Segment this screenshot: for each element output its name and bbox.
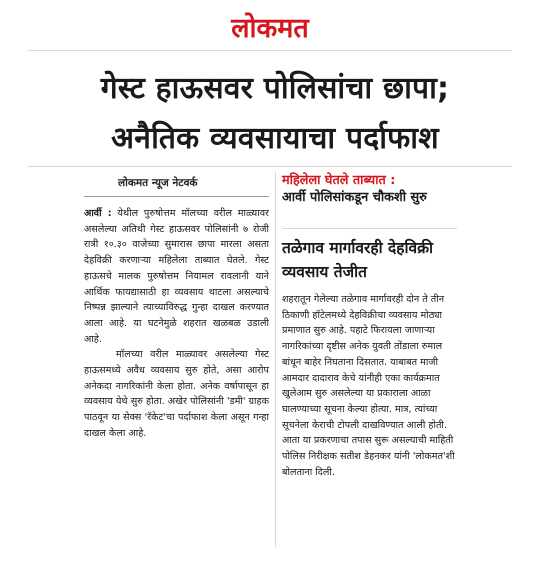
headline-line-2: अनैतिक व्यवसायाचा पर्दाफाश [111,121,439,156]
masthead-logo: लोकमत [231,13,309,44]
sidebar-column [282,292,460,546]
sidebar-rule [282,228,457,229]
story-paragraph-1-text: येथील पुरुषोत्तम मॉलच्या वरील माळ्यावर असलेल्या अतिथी गेस्ट हाऊसवर पोलिसांनी ७ रोजी रात्री १०.३० वाजेच्या सुमारास छापा मारला असता देहविक्री करणाऱ्या महिलेला ताब्यात घेतले. गेस्ट हाऊसचे मालक पुरुषोत्तम नियामल रावलानी याने आर्थिक फायद्यासाठी हा व्यवसाय थाटला असल्याचे निष्पन्न झाल्याने त्याच्याविरुद्ध गुन्हा दाखल करण्यात आला आहे. या घटनेमुळे शहरात खळबळ उडाली आहे. [84,208,269,345]
byline: लोकमत न्यूज नेटवर्क [118,177,198,189]
sidebar-subheading-1-red: महिलेला घेतले ताब्यात : [282,173,396,188]
story-paragraph-1 [84,206,269,347]
sidebar-paragraph: शहरातून गेलेल्या तळेगाव मार्गावरही दोन ते तीन ठिकाणी हॉटेलमध्ये देहविक्रीचा व्यवसाय मोठ्या प्रमाणात सुरु आहे. पहाटे फिरायला जाणाऱ्या नागरिकांच्या दृष्टीस अनेक युवती तोंडाला रुमाल बांधून बाहेर निघताना दिसतात. याबाबत माजी आमदार दादाराव केचे यांनीही एका कार्यक्रमात खुलेआम सुरु असलेल्या या प्रकाराला आळा घालण्याच्या सूचना केल्या होत्या. मात्र, त्यांच्या सूचनेला केराची टोपली दाखविण्यात आली होती. आता या प्रकरणाचा तपास सुरू असल्याची माहिती पोलिस निरीक्षक सतीश डेहनकर यांनी 'लोकमत'शी बोलताना दिली. [282,294,455,478]
sidebar-subheading-2: तळेगाव मार्गावरही देहविक्री व्यवसाय तेजीत [282,239,434,281]
sidebar-subheading-1-black: आर्वी पोलिसांकडून चौकशी सुरु [282,190,427,205]
byline-rule [84,196,269,197]
story-column [84,206,269,546]
headline-rule [28,166,512,167]
headline [40,64,510,164]
sidebar-subheading-1 [282,172,452,206]
headline-line-1: गेस्ट हाऊसवर पोलिसांचा छापा; [100,71,450,106]
column-divider [275,172,276,547]
masthead-rule [28,50,512,51]
dateline: आर्वी : [84,208,112,219]
story-paragraph-2: मॉलच्या वरील माळ्यावर असलेल्या गेस्ट हाऊसमध्ये अवैध व्यवसाय सुरु होते, असा आरोप अनेकदा नागरिकांनी केला होता. अनेक वर्षापासून हा व्यवसाय येथे सुरु होता. अखेर पोलिसांनी 'डमी' ग्राहक पाठवून या सेक्स 'रॅकेट'चा पर्दाफाश केला असून गन्हा दाखल केला आहे. [84,349,269,439]
